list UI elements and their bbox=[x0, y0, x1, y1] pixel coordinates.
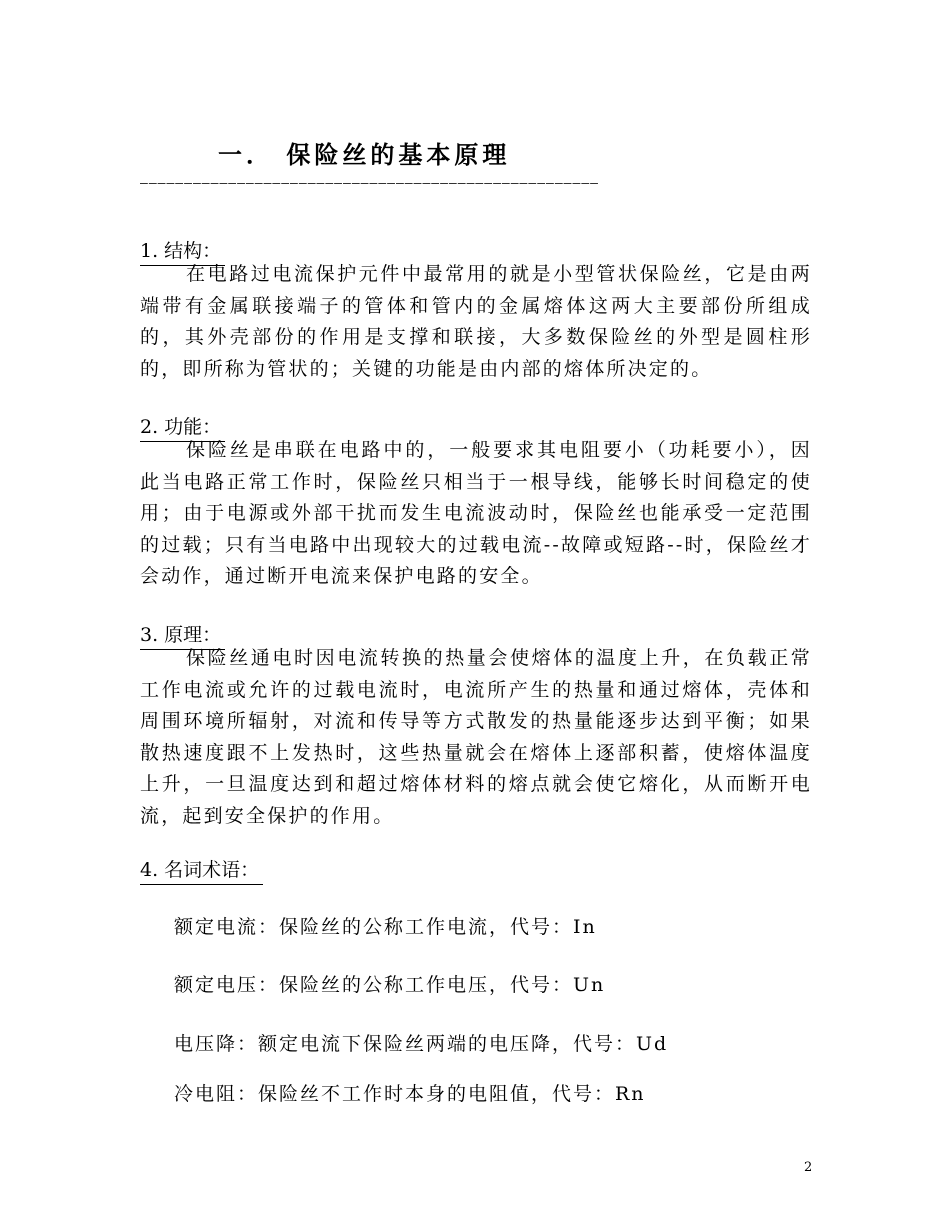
term-voltage-drop: 电压降：额定电流下保险丝两端的电压降，代号：Ud bbox=[174, 1033, 669, 1055]
title-divider: ———————————————————————————————————————————————————— bbox=[140, 176, 599, 191]
paragraph-principle: 保险丝通电时因电流转换的热量会使熔体的温度上升，在负载正常工作电流或允许的过载电流时，电流所产生的热量和通过熔体，壳体和周围环境所辐射，对流和传导等方式散发的热量能逐步达到平衡；如果散热速度跟不上发热时，这些热量就会在熔体上逐部积蓄，使熔体温度上升，一旦温度达到和超过熔体材料的熔点就会使它熔化，从而断开电流，起到安全保护的作用。 bbox=[140, 647, 812, 827]
term-rated-current: 额定电流：保险丝的公称工作电流，代号：In bbox=[174, 916, 597, 938]
term-cold-resistance: 冷电阻：保险丝不工作时本身的电阻值，代号：Rn bbox=[174, 1083, 646, 1105]
section-heading-terms: 4. 名词术语： bbox=[140, 855, 263, 885]
page-number: 2 bbox=[804, 1160, 813, 1175]
section-heading-function: 2. 功能： bbox=[140, 412, 225, 442]
term-rated-voltage: 额定电压：保险丝的公称工作电压，代号：Un bbox=[174, 974, 606, 996]
paragraph-function: 保险丝是串联在电路中的，一般要求其电阻要小（功耗要小），因此当电路正常工作时，保险丝只相当于一根导线，能够长时间稳定的使用；由于电源或外部干扰而发生电流波动时，保险丝也能承受一定范围的过载；只有当电路中出现较大的过载电流--故障或短路--时，保险丝才会动作，通过断开电流来保护电路的安全。 bbox=[140, 439, 812, 587]
section-heading-structure: 1. 结构： bbox=[140, 236, 225, 266]
section-heading-principle: 3. 原理： bbox=[140, 620, 225, 650]
page-title: 一． 保险丝的基本原理 bbox=[218, 140, 511, 169]
paragraph-structure: 在电路过电流保护元件中最常用的就是小型管状保险丝，它是由两端带有金属联接端子的管体和管内的金属熔体这两大主要部份所组成的，其外壳部份的作用是支撑和联接，大多数保险丝的外型是圆柱形的，即所称为管状的；关键的功能是由内部的熔体所决定的。 bbox=[140, 263, 812, 380]
